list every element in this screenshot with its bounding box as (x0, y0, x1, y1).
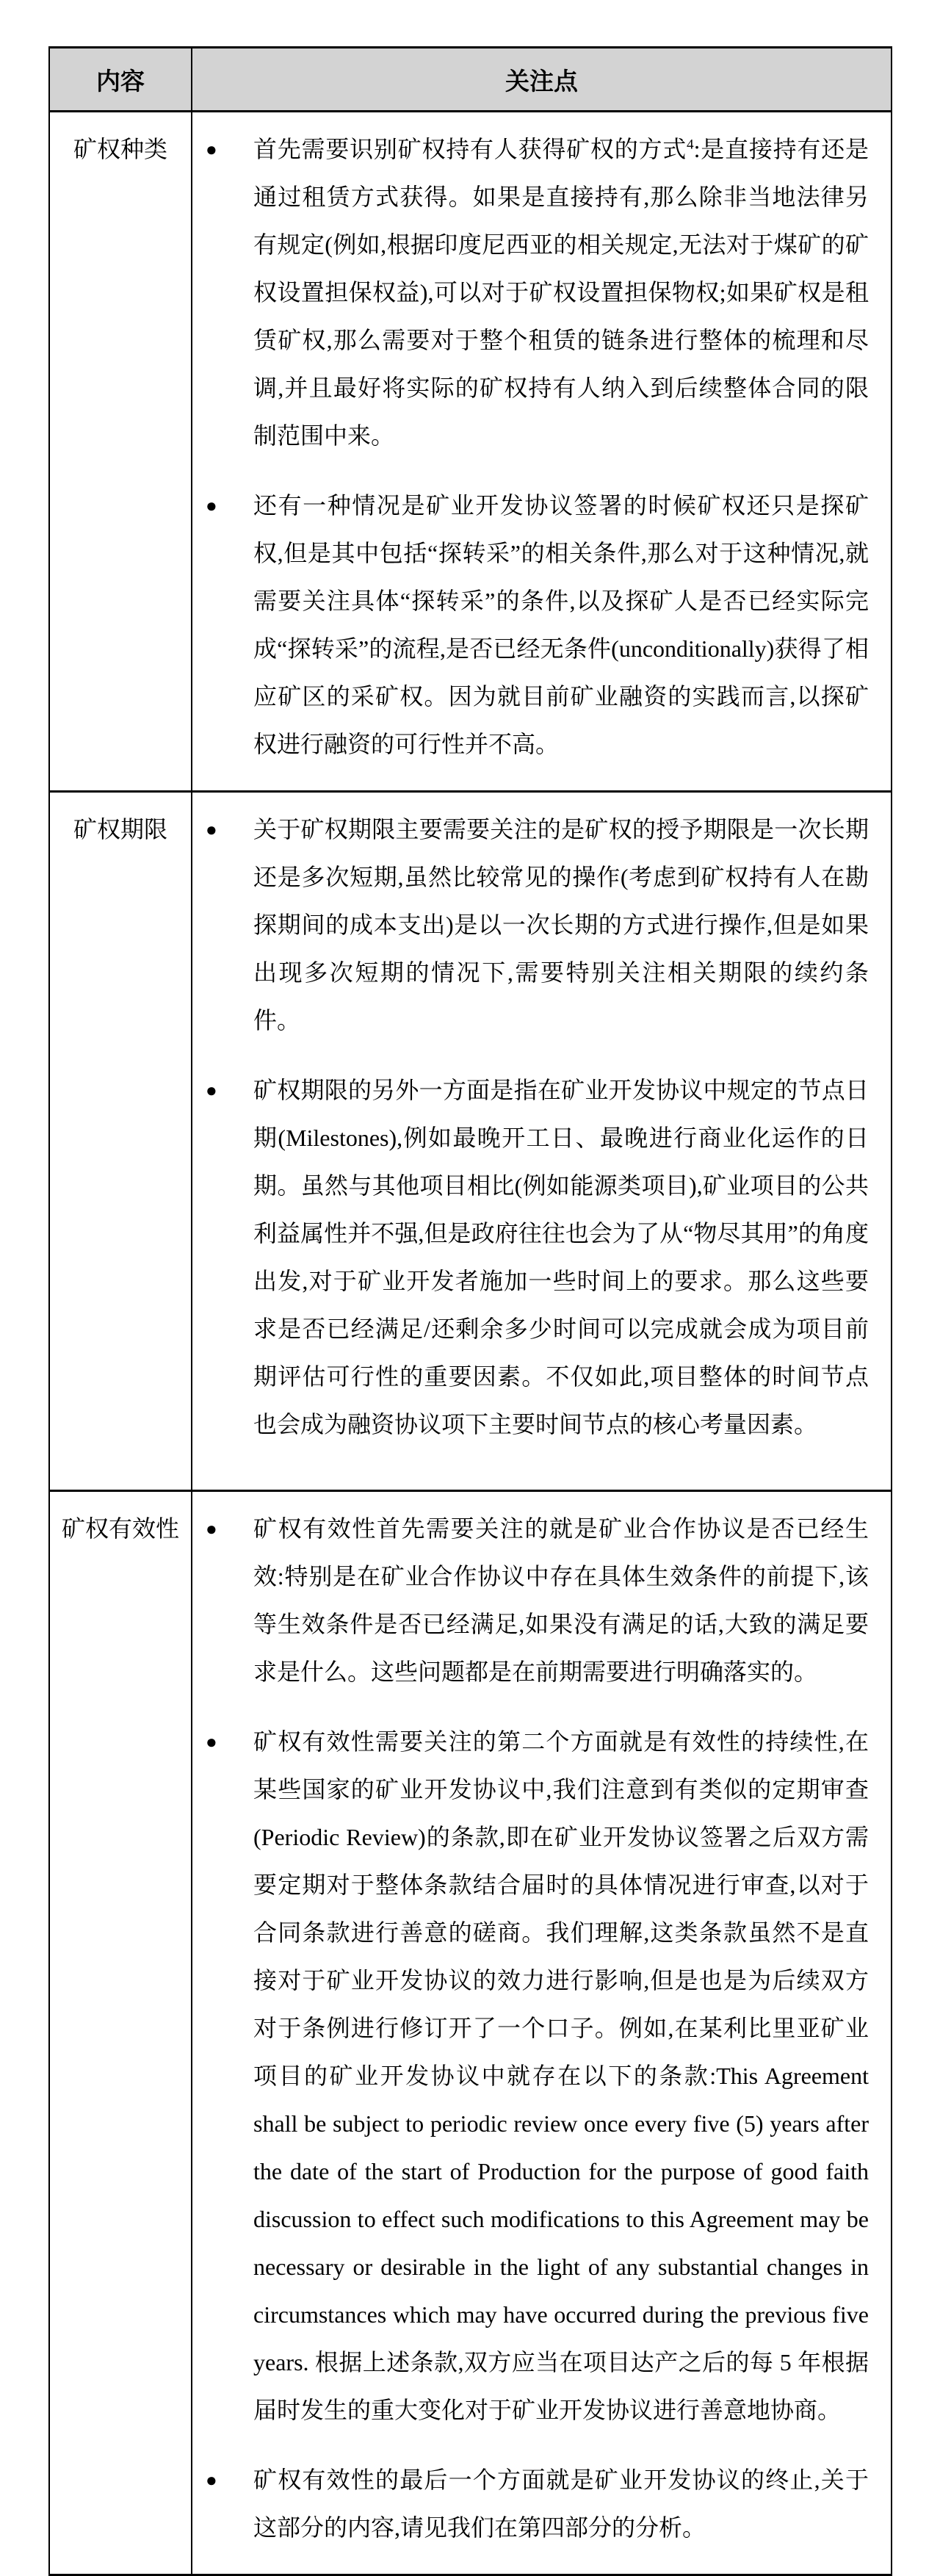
bullet-list-item (206, 1067, 869, 1448)
table-body (50, 112, 891, 2574)
paragraph-text-segment: :是直接持有还是通过租赁方式获得。如果是直接持有,那么除非当地法律另有规定(例如,根据印度尼西亚的相关规定,无法对于煤矿的矿权设置担保权益),可以对于矿权设置担保物权;如果矿权是租赁矿权,那么需要对于整个租赁的链条进行整体的梳理和尽调,并且最好将实际的矿权持有人纳入到后续整体合同的限制范围中来。 (253, 136, 869, 449)
bullet-paragraph (253, 126, 869, 460)
header-cell-focus-points: 关注点 (505, 68, 578, 95)
table-header-row (50, 48, 891, 112)
bullet-paragraph (253, 1067, 869, 1448)
bullet-paragraph (253, 2456, 869, 2552)
bullet-icon: ● (206, 819, 217, 840)
bullet-list-item (206, 482, 869, 768)
bullet-list-item (206, 1505, 869, 1696)
paragraph-text-segment: 矿权有效性需要关注的第二个方面就是有效性的持续性,在某些国家的矿业开发协议中,我们注意到有类似的定期审查(Periodic Review)的条款,即在矿业开发协议签署之后双方需要定期对于整体条款结合届时的具体情况进行审查,以对于合同条款进行善意的磋商。我们理解,这类条款虽然不是直接对于矿业开发协议的效力进行影响,但是也是为后续双方对于条例进行修订开了一个口子。例如,在某利比里亚矿业项目的矿业开发协议中就存在以下的条款:This Agreement shall be subject to periodic review once every five (5) years after the date of the start of Production for the purpose of good faith discussion to effect such modifications to this Agreement may be necessary or desirable in the light of any substantial changes in circumstances which may have occurred during the previous five years. 根据上述条款,双方应当在项目达产之后的每 5 年根据届时发生的重大变化对于矿业开发协议进行善意地协商。 (253, 1728, 869, 2423)
bullet-paragraph (253, 1718, 869, 2434)
bullet-icon: ● (206, 495, 217, 516)
bullet-icon: ● (206, 1731, 217, 1753)
row-label-cell: 矿权期限 (50, 793, 192, 1490)
bullet-icon: ● (206, 139, 217, 160)
bullet-list-item (206, 2456, 869, 2552)
paragraph-text-segment: 关于矿权期限主要需要关注的是矿权的授予期限是一次长期还是多次短期,虽然比较常见的操作(考虑到矿权持有人在勘探期间的成本支出)是以一次长期的方式进行操作,但是如果出现多次短期的情况下,需要特别关注相关期限的续约条件。 (253, 816, 869, 1033)
footnote-superscript: 4 (687, 137, 694, 153)
bullet-list-item (206, 126, 869, 460)
row-label-cell: 矿权有效性 (50, 1492, 192, 2574)
table-row (50, 112, 891, 793)
bullet-paragraph (253, 806, 869, 1045)
paragraph-text-segment: 矿权期限的另外一方面是指在矿业开发协议中规定的节点日期(Milestones),例如最晚开工日、最晚进行商业化运作的日期。虽然与其他项目相比(例如能源类项目),矿业项目的公共利益属性并不强,但是政府往往也会为了从“物尽其用”的角度出发,对于矿业开发者施加一些时间上的要求。那么这些要求是否已经满足/还剩余多少时间可以完成就会成为项目前期评估可行性的重要因素。不仅如此,项目整体的时间节点也会成为融资协议项下主要时间节点的核心考量因素。 (253, 1077, 869, 1437)
paragraph-text-segment: 矿权有效性首先需要关注的就是矿业合作协议是否已经生效:特别是在矿业合作协议中存在具体生效条件的前提下,该等生效条件是否已经满足,如果没有满足的话,大致的满足要求是什么。这些问题都是在前期需要进行明确落实的。 (253, 1515, 869, 1685)
bullet-list-item (206, 806, 869, 1045)
bullet-icon: ● (206, 2469, 217, 2491)
bullet-paragraph (253, 482, 869, 768)
bullet-list-item (206, 1718, 869, 2434)
row-content-cell (192, 793, 891, 1490)
paragraph-text-segment: 还有一种情况是矿业开发协议签署的时候矿权还只是探矿权,但是其中包括“探转采”的相关条件,那么对于这种情况,就需要关注具体“探转采”的条件,以及探矿人是否已经实际完成“探转采”的流程,是否已经无条件(unconditionally)获得了相应矿区的采矿权。因为就目前矿业融资的实践而言,以探矿权进行融资的可行性并不高。 (253, 492, 869, 757)
row-content-cell (192, 1492, 891, 2574)
paragraph-text-segment: 首先需要识别矿权持有人获得矿权的方式 (253, 136, 687, 162)
bullet-paragraph (253, 1505, 869, 1696)
row-label-cell: 矿权种类 (50, 112, 192, 790)
row-content-cell (192, 112, 891, 790)
paragraph-text-segment: 矿权有效性的最后一个方面就是矿业开发协议的终止,关于这部分的内容,请见我们在第四部分的分析。 (253, 2467, 869, 2541)
bullet-icon: ● (206, 1080, 217, 1101)
bullet-icon: ● (206, 1518, 217, 1540)
due-diligence-table (48, 46, 892, 2576)
table-row (50, 793, 891, 1492)
header-cell-content: 内容 (50, 48, 192, 110)
table-row (50, 1492, 891, 2574)
